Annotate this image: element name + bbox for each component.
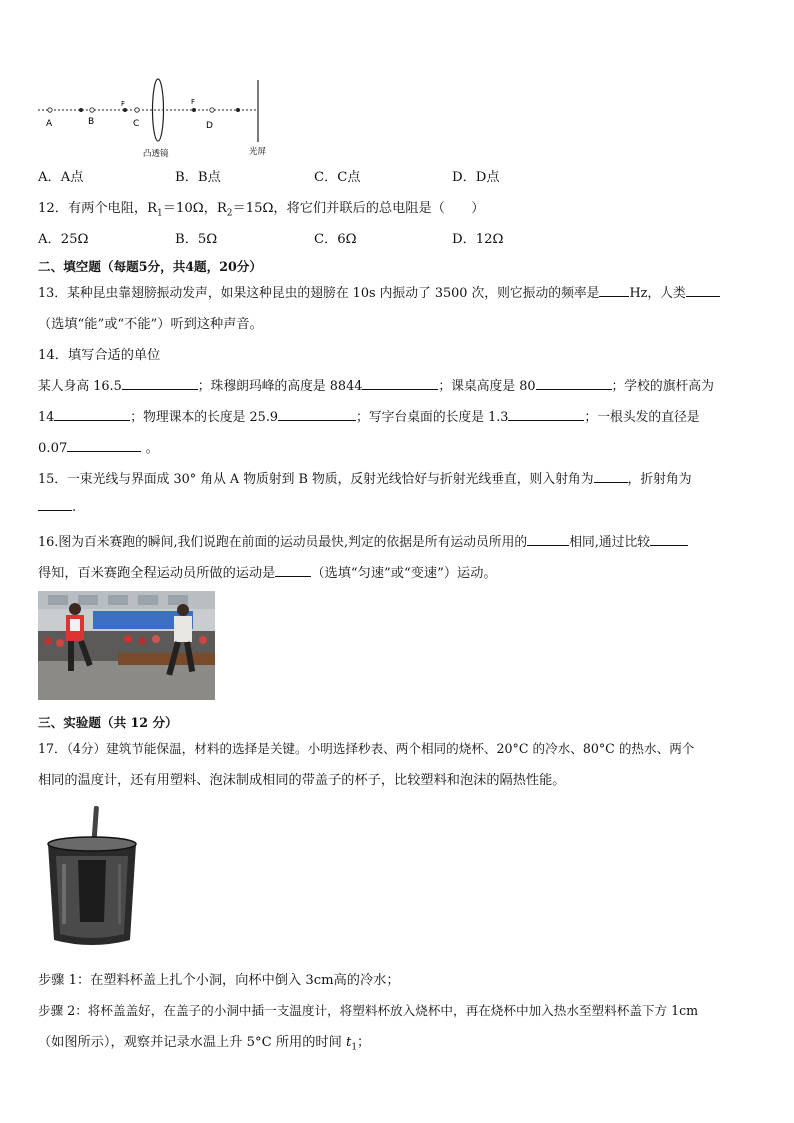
q15-blank-refraction[interactable] (38, 499, 72, 511)
section-3-heading: 三、实验题（共 12 分） (38, 715, 178, 730)
point-b-marker (90, 108, 94, 112)
focus-right-dot (192, 108, 196, 112)
q13-blank-2[interactable] (686, 285, 720, 297)
label-a: A (46, 119, 53, 129)
focus-left-dot (123, 108, 127, 112)
2f-left-dot (79, 108, 83, 112)
q11-option-d[interactable]: D．D点 (452, 170, 500, 185)
q16-line-1: 16.图为百米赛跑的瞬间,我们说跑在前面的运动员最快,判定的依据是所有运动员所用的 相同,通过比较 (38, 531, 688, 550)
q16-blank-3[interactable] (275, 565, 311, 577)
q17-step-2-line-1: 步骤 2：将杯盖盖好，在盖子的小洞中插一支温度计，将塑料杯放入烧杯中，再在烧杯中加入热水至塑料杯盖下方 1cm (38, 1003, 699, 1018)
beaker-with-thermometer-figure (42, 804, 142, 950)
q16-blank-1[interactable] (527, 534, 569, 546)
q17-line-2: 相同的温度计，还有用塑料、泡沫制成相同的带盖子的杯子，比较塑料和泡沫的隔热性能。 (38, 773, 566, 788)
q13-line-2: （选填“能”或“不能”）听到这种声音。 (38, 317, 263, 332)
label-d: D (206, 121, 213, 131)
q14-blank-everest[interactable] (362, 378, 438, 390)
label-focus-left: F (121, 100, 126, 108)
label-focus-right: F (191, 98, 196, 106)
q15-line-2: . (38, 499, 76, 515)
point-c-marker (135, 108, 139, 112)
point-d-marker (210, 108, 214, 112)
q11-option-b[interactable]: B．B点 (175, 170, 221, 185)
q14-line-2: 14 ；物理课本的长度是 25.9 ；写字台桌面的长度是 1.3 ；一根头发的直径是 (38, 410, 700, 425)
q15-blank-incidence[interactable] (594, 471, 628, 483)
q14-blank-desk[interactable] (536, 378, 612, 390)
q12-option-d[interactable]: D．12Ω (452, 232, 504, 247)
q11-option-a[interactable]: A．A点 (38, 170, 84, 185)
q14-blank-height[interactable] (122, 378, 198, 390)
sprint-race-illustration (38, 591, 215, 700)
label-lens: 凸透镜 (143, 149, 169, 159)
q16-blank-2[interactable] (650, 534, 688, 546)
q12-option-b[interactable]: B．5Ω (175, 232, 218, 247)
point-a-marker (48, 108, 52, 112)
q14-title: 14．填写合适的单位 (38, 348, 161, 363)
q14-blank-table[interactable] (508, 409, 584, 421)
label-screen: 光屏 (249, 147, 267, 157)
2f-right-dot (236, 108, 240, 112)
sprint-race-photo (38, 591, 215, 700)
section-2-heading: 二、填空题（每题5分，共4题，20分） (38, 259, 262, 274)
q13-blank-1[interactable] (599, 285, 629, 297)
q14-blank-flagpole[interactable] (54, 409, 130, 421)
q11-option-c[interactable]: C．C点 (314, 170, 361, 185)
q13-line-1: 13．某种昆虫靠翅膀振动发声，如果这种昆虫的翅膀在 10s 内振动了 3500 次，则它振动的频率是 Hz，人类 (38, 282, 720, 301)
q14-line-3: 0.07 。 (38, 441, 159, 456)
q17-step-2-line-2: （如图所示），观察并记录水温上升 5°C 所用的时间 $t_1$； (38, 1035, 371, 1053)
label-b: B (88, 117, 95, 127)
q14-blank-hair[interactable] (67, 440, 141, 452)
q15-line-1: 15．一束光线与界面成 30° 角从 A 物质射到 B 物质，反射光线恰好与折射光线垂直，则入射角为 ，折射角为 (38, 472, 692, 487)
q12-stem: 12．有两个电阻，$R_1=10\Omega$，$R_2=15\Omega$，将它们并联后的总电阻是（ ） (38, 201, 485, 219)
q14-line-1: 某人身高 16.5 ；珠穆朗玛峰的高度是 8844 ；课桌高度是 80 ；学校的旗杆高为 (38, 379, 714, 394)
q14-blank-textbook[interactable] (278, 409, 356, 421)
q16-line-2: 得知，百米赛跑全程运动员所做的运动是 （选填“匀速”或“变速”）运动。 (38, 566, 497, 581)
q17-line-1: 17．（4分）建筑节能保温，材料的选择是关键。小明选择秒表、两个相同的烧杯、20°C 的冷水、80°C 的热水、两个 (38, 741, 695, 756)
q12-option-a[interactable]: A．25Ω (38, 232, 89, 247)
label-c: C (133, 119, 140, 129)
beaker-illustration (42, 804, 142, 950)
convex-lens-diagram (36, 76, 276, 160)
q12-option-c[interactable]: C．6Ω (314, 232, 357, 247)
q17-step-1: 步骤 1：在塑料杯盖上扎个小洞，向杯中倒入 3cm高的冷水； (38, 973, 400, 988)
